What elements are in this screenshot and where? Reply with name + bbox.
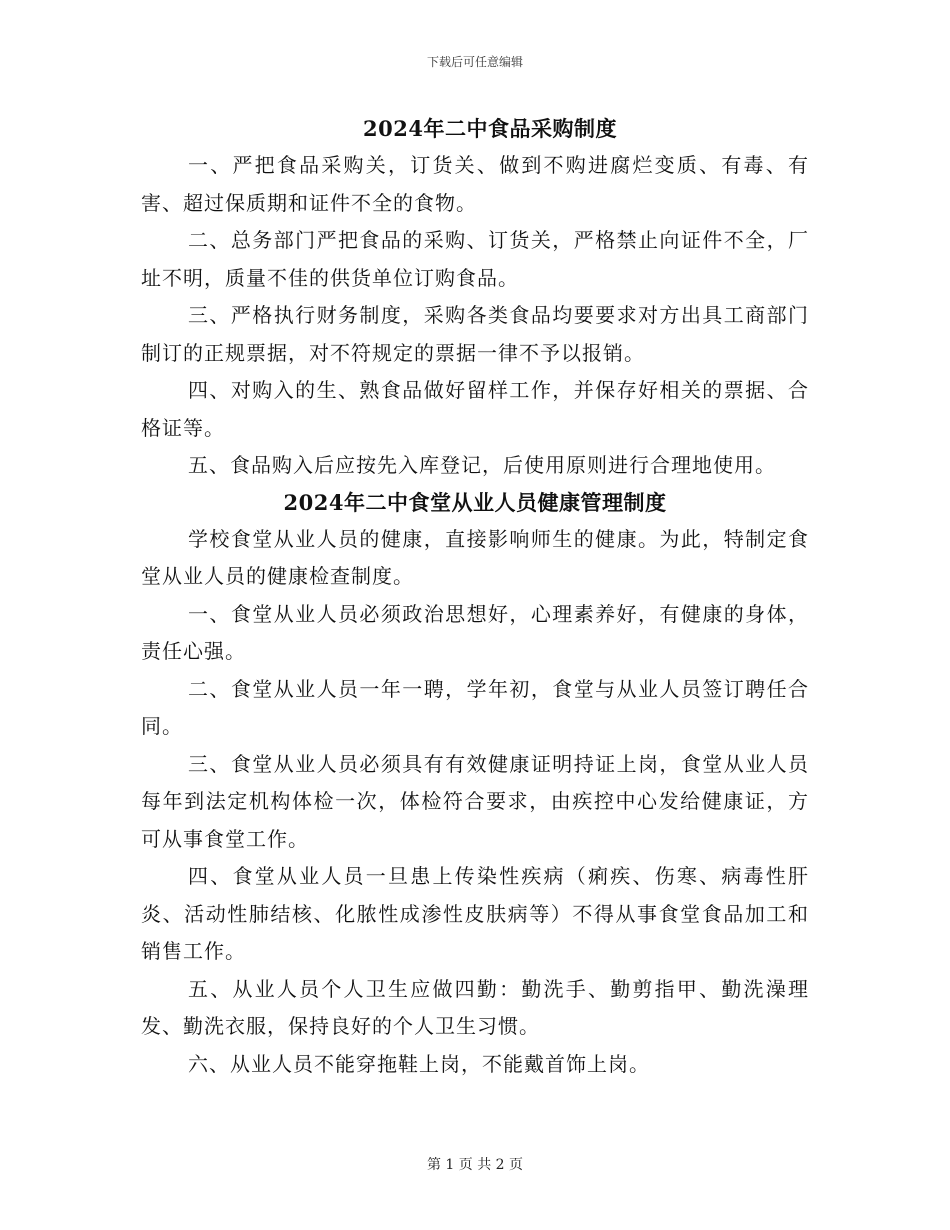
page-footer: 第 1 页 共 2 页 xyxy=(426,1157,524,1173)
paragraph: 六、从业人员不能穿拖鞋上岗，不能戴首饰上岗。 xyxy=(188,1051,650,1076)
section-title-staff-health: 2024年二中食堂从业人员健康管理制度 xyxy=(283,489,667,515)
header-note: 下载后可任意编辑 xyxy=(426,55,523,69)
document-body xyxy=(141,111,809,1083)
paragraph: 三、严格执行财务制度，采购各类食品均要要求对方出具工商部门制订的正规票据，对不符规定的票据一律不予以报销。 xyxy=(141,303,809,365)
paragraph: 四、对购入的生、熟食品做好留样工作，并保存好相关的票据、合格证等。 xyxy=(141,378,809,440)
paragraph: 二、食堂从业人员一年一聘，学年初，食堂与从业人员签订聘任合同。 xyxy=(141,676,809,738)
paragraph: 五、从业人员个人卫生应做四勤：勤洗手、勤剪指甲、勤洗澡理发、勤洗衣服，保持良好的个人卫生习惯。 xyxy=(141,976,809,1038)
paragraph: 学校食堂从业人员的健康，直接影响师生的健康。为此，特制定食堂从业人员的健康检查制度。 xyxy=(141,526,809,588)
paragraph: 四、食堂从业人员一旦患上传染性疾病（痢疾、伤寒、病毒性肝炎、活动性肺结核、化脓性成渗性皮肤病等）不得从事食堂食品加工和销售工作。 xyxy=(141,864,809,963)
section-title-food-procurement: 2024年二中食品采购制度 xyxy=(363,116,617,141)
paragraph: 三、食堂从业人员必须具有有效健康证明持证上岗，食堂从业人员每年到法定机构体检一次，体检符合要求，由疾控中心发给健康证，方可从事食堂工作。 xyxy=(141,751,809,851)
paragraph: 一、严把食品采购关，订货关、做到不购进腐烂变质、有毒、有害、超过保质期和证件不全的食物。 xyxy=(141,153,809,215)
paragraph: 二、总务部门严把食品的采购、订货关，严格禁止向证件不全，厂址不明，质量不佳的供货单位订购食品。 xyxy=(141,228,809,290)
paragraph: 一、食堂从业人员必须政治思想好，心理素养好，有健康的身体，责任心强。 xyxy=(141,601,809,663)
paragraph: 五、食品购入后应按先入库登记，后使用原则进行合理地使用。 xyxy=(188,453,776,477)
